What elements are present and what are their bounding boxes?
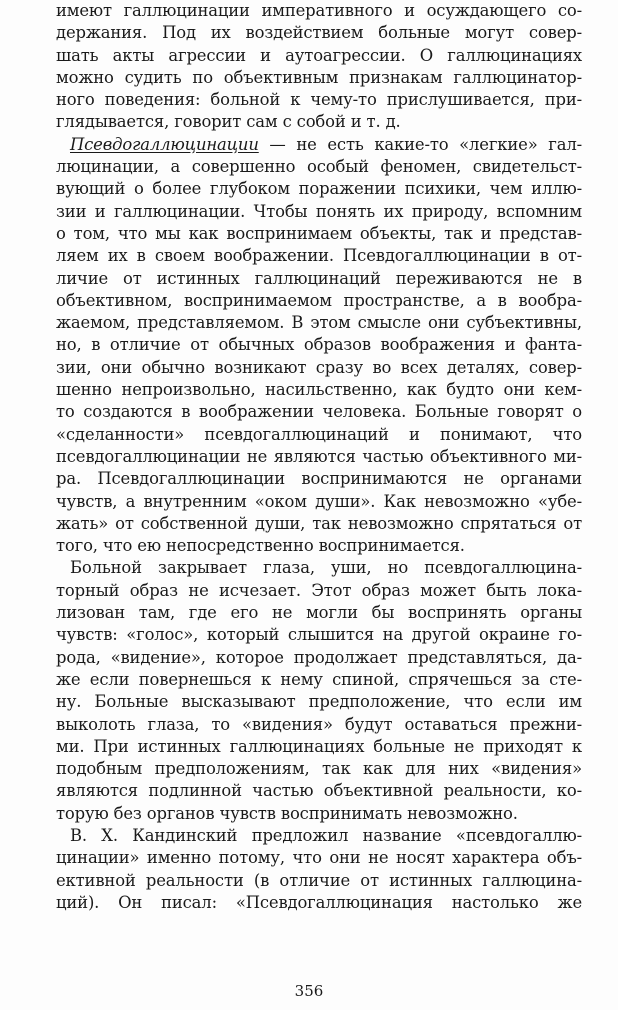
text-line: ций). Он писал: «Псевдогаллюцинация настолько же — [56, 892, 582, 912]
text-line — [56, 134, 582, 156]
text-line: являются подлинной частью объективной реальности, ко- — [56, 781, 582, 801]
text-line: ну. Больные высказывают предположение, что если им — [56, 692, 582, 712]
text-line: можно судить по объективным признакам галлюцинатор- — [56, 67, 582, 87]
text-line: цинации» именно потому, что они не носят характера объ- — [56, 848, 582, 868]
text-line: но, в отличие от обычных образов воображения и фанта- — [56, 335, 582, 355]
text-line: ляем их в своем воображении. Псевдогаллюцинации в от- — [56, 246, 582, 266]
text-line: зии и галлюцинации. Чтобы понять их природу, вспомним — [56, 201, 582, 221]
text-line: торую без органов чувств воспринимать невозможно. — [56, 803, 518, 823]
paragraph — [56, 557, 582, 825]
text-line: зии, они обычно возникают сразу во всех деталях, совер- — [56, 357, 582, 377]
paragraph — [56, 825, 582, 914]
body-text — [56, 0, 582, 914]
text-line: имеют галлюцинации императивного и осуждающего со- — [56, 1, 582, 20]
text-line: люцинации, а совершенно особый феномен, свидетельст- — [56, 157, 582, 177]
paragraph — [56, 0, 582, 134]
text-line: ми. При истинных галлюцинациях больные не приходят к — [56, 736, 582, 756]
text-line-rest: — не есть какие-то «легкие» гал- — [258, 134, 582, 154]
text-line: псевдогаллюцинации не являются частью объективного ми- — [56, 446, 582, 466]
text-line: шенно непроизвольно, насильственно, как будто они кем- — [56, 380, 582, 400]
text-line: же если повернешься к нему спиной, спрячешься за сте- — [56, 669, 582, 689]
text-line: торный образ не исчезает. Этот образ может быть лока- — [56, 580, 582, 600]
text-line: ного поведения: больной к чему-то прислушивается, при- — [56, 90, 582, 110]
text-line: то создаются в воображении человека. Больные говорят о — [56, 402, 582, 422]
text-line: лизован там, где его не могли бы воспринять органы — [56, 603, 582, 623]
text-line: рода, «видение», которое продолжает представляться, да- — [56, 647, 582, 667]
paragraph — [56, 134, 582, 558]
text-line: жать» от собственной души, так невозможно спрятаться от — [56, 513, 582, 533]
text-line: «сделанности» псевдогаллюцинаций и понимают, что — [56, 424, 582, 444]
text-line: шать акты агрессии и аутоагрессии. О галлюцинациях — [56, 45, 582, 65]
text-line: ра. Псевдогаллюцинации воспринимаются не органами — [56, 469, 582, 489]
text-line: вующий о более глубоком поражении психики, чем иллю- — [56, 179, 582, 199]
text-line: объективном, воспринимаемом пространстве, а в вообра- — [56, 290, 582, 310]
text-line: ективной реальности (в отличие от истинных галлюцина- — [56, 870, 582, 890]
text-line: В. Х. Кандинский предложил название «псевдогаллю- — [70, 825, 582, 845]
text-line: подобным предположениям, так как для них «видения» — [56, 759, 582, 779]
page-number: 356 — [294, 982, 324, 1000]
text-line: глядывается, говорит сам с собой и т. д. — [56, 112, 401, 132]
text-line: того, что ею непосредственно воспринимается. — [56, 536, 465, 556]
text-line: жаемом, представляемом. В этом смысле они субъективны, — [56, 313, 582, 333]
text-line: личие от истинных галлюцинаций переживаются не в — [56, 268, 582, 288]
text-line: Больной закрывает глаза, уши, но псевдогаллюцина- — [70, 558, 582, 578]
text-line: держания. Под их воздействием больные могут совер- — [56, 23, 582, 43]
text-line: выколоть глаза, то «видения» будут оставаться прежни- — [56, 714, 582, 734]
defined-term: Псевдогаллюцинации — [70, 134, 259, 154]
text-line: о том, что мы как воспринимаем объекты, так и представ- — [56, 223, 582, 243]
text-line: чувств, а внутренним «оком души». Как невозможно «убе- — [56, 491, 582, 511]
text-line: чувств: «голос», который слышится на другой окраине го- — [56, 625, 582, 645]
